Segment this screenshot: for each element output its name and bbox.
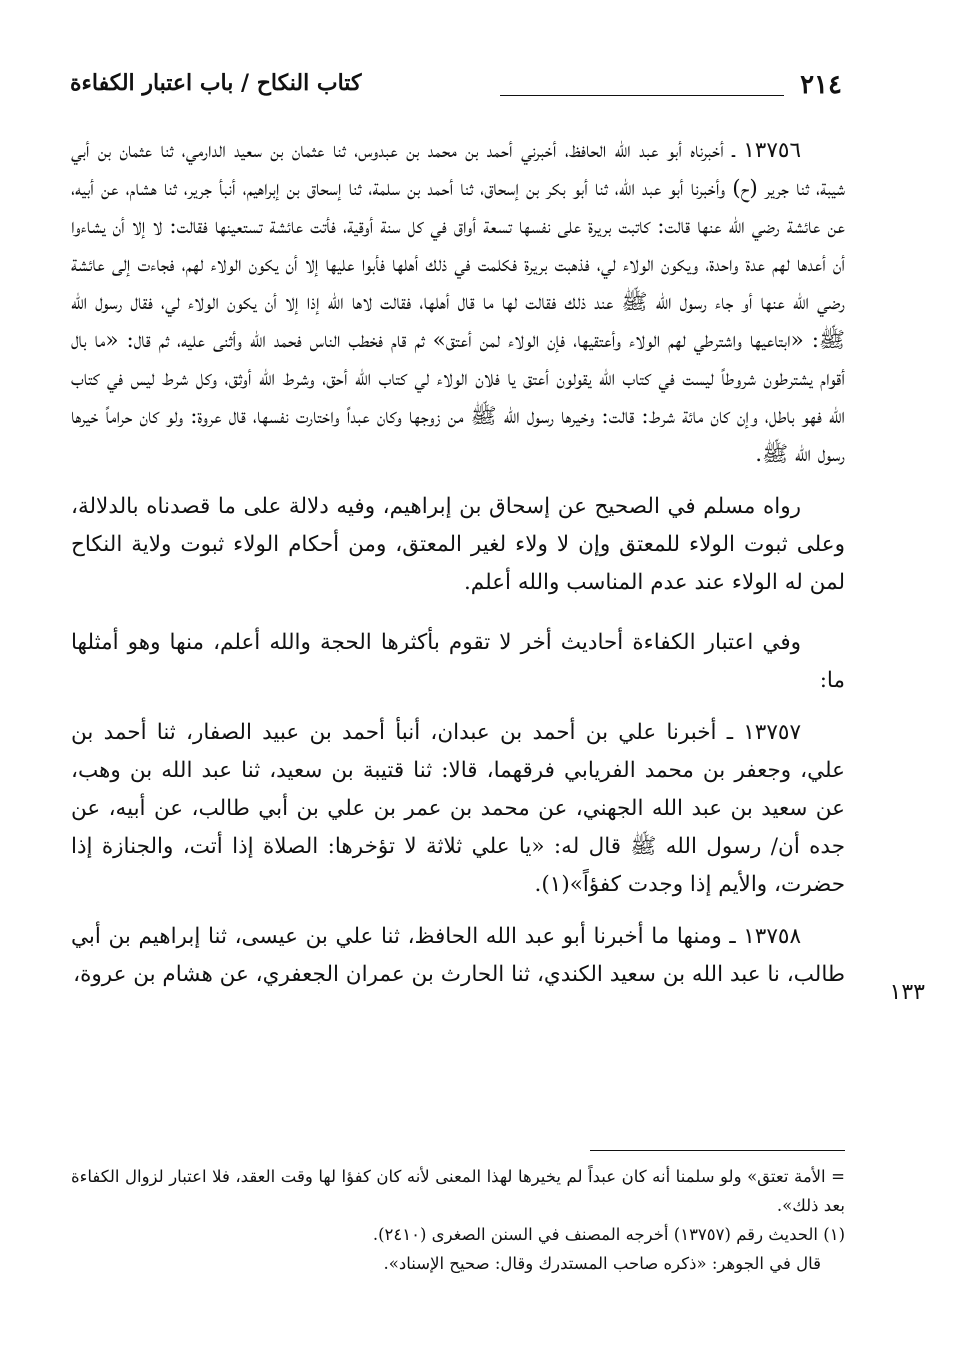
running-title: كتاب النكاح / باب اعتبار الكفاءة bbox=[70, 70, 362, 96]
footnote-1: (١) الحديث رقم (١٣٧٥٧) أخرجه المصنف في السنن الصغرى (٢٤١٠). bbox=[372, 1225, 845, 1244]
footnote-1-note: قال في الجوهر: «ذكره صاحب المستدرك وقال: صحيح الإسناد». bbox=[383, 1254, 821, 1273]
footnote-continuation: = الأمة تعتق» ولو سلمنا أنه كان عبداً لم يخيرها لهذا المعنى لأنه كان كفؤا لها وقت العقد، فلا اعتبار لزوال الكفاءة بعد ذلك». bbox=[71, 1167, 845, 1215]
hadith-13756: ١٣٧٥٦ ـ أخبرناه أبو عبد الله الحافظ، أخبرني أحمد بن محمد بن عبدوس، ثنا عثمان بن سعيد الدارمي، ثنا عثمان بن أبي شيبة، ثنا جرير (ح) وأخبرنا أبو عبد الله، ثنا أبو بكر بن إسحاق، ثنا أحمد بن سلمة، ثنا إسحاق بن إبراهيم، أنبأ جرير، ثنا هشام، عن أبيه، عن عائشة رضي الله عنها قالت: كاتبت بريرة على نفسها تسعة أواق في كل سنة أوقية، فأتت عائشة تستعينها فقالت: لا إلا أن يشاءوا أن أعدها لهم عدة واحدة، ويكون الولاء لي، فذهبت بريرة فكلمت في ذلك أهلها فأبوا عليها إلا أن يكون الولاء لهم، فجاءت إلى عائشة رضي الله عنها أو جاء رسول الله ﷺ عند ذلك فقالت لها ما قال أهلها، فقالت لاها الله إذا إلا أن يكون الولاء لي، فقال رسول الله ﷺ: «ابتاعيها واشترطي لهم الولاء وأعتقيها، فإن الولاء لمن أعتق» ثم قام فخطب الناس فحمد الله وأثنى عليه، ثم قال: «ما بال أقوام يشترطون شروطاً ليست في كتاب الله يقولون أعتق يا فلان الولاء لي كتاب الله أحق، وشرط الله أوثق، وكل شرط ليس في كتاب الله فهو باطل، وإن كان مائة شرط: قالت: وخيرها رسول الله ﷺ من زوجها وكان عبداً واختارت نفسها، قال عروة: ولو كان حراماً خيرها رسول الله ﷺ. bbox=[71, 138, 845, 467]
margin-page-reference: ١٣٣ bbox=[889, 980, 925, 1005]
commentary-paragraph: رواه مسلم في الصحيح عن إسحاق بن إبراهيم، وفيه دلالة على ما قصدناه بالدلالة، وعلى ثبوت الولاء للمعتق وإن لا ولاء لغير المعتق، ومن أحكام الولاء ثبوت ولاية النكاح لمن له الولاء عند عدم المناسب والله أعلم. bbox=[71, 494, 845, 595]
hadith-13757: ١٣٧٥٧ ـ أخبرنا علي بن أحمد بن عبدان، أنبأ أحمد بن عبيد الصفار، ثنا أحمد بن علي، وجعفر بن محمد الفريابي فرقهما، قالا: ثنا قتيبة بن سعيد، ثنا عبد الله بن وهب، عن سعيد بن عبد الله الجهني، عن محمد بن عمر بن علي بن أبي طالب، عن أبيه، عن جده أن/ رسول الله ﷺ قال له: «يا علي ثلاثة لا تؤخرها: الصلاة إذا أتت، والجنازة إذا حضرت، والأيم إذا وجدت كفؤاً»(١). bbox=[71, 720, 845, 897]
footnotes bbox=[71, 1162, 845, 1278]
footnote-separator bbox=[590, 1150, 845, 1151]
main-text bbox=[71, 132, 845, 994]
header-rule bbox=[500, 95, 784, 96]
hadith-13758: ١٣٧٥٨ ـ ومنها ما أخبرنا أبو عبد الله الحافظ، ثنا علي بن عيسى، ثنا إبراهيم بن أبي طالب، نا عبد الله بن سعيد الكندي، ثنا الحارث بن عمران الجعفري، عن هشام بن عروة، bbox=[71, 924, 845, 987]
page-number: ٢١٤ bbox=[800, 70, 842, 100]
page-header bbox=[70, 66, 842, 106]
intro-paragraph: وفي اعتبار الكفاءة أحاديث أخر لا تقوم بأكثرها الحجة والله أعلم، منها وهو أمثلها ما: bbox=[71, 630, 845, 693]
